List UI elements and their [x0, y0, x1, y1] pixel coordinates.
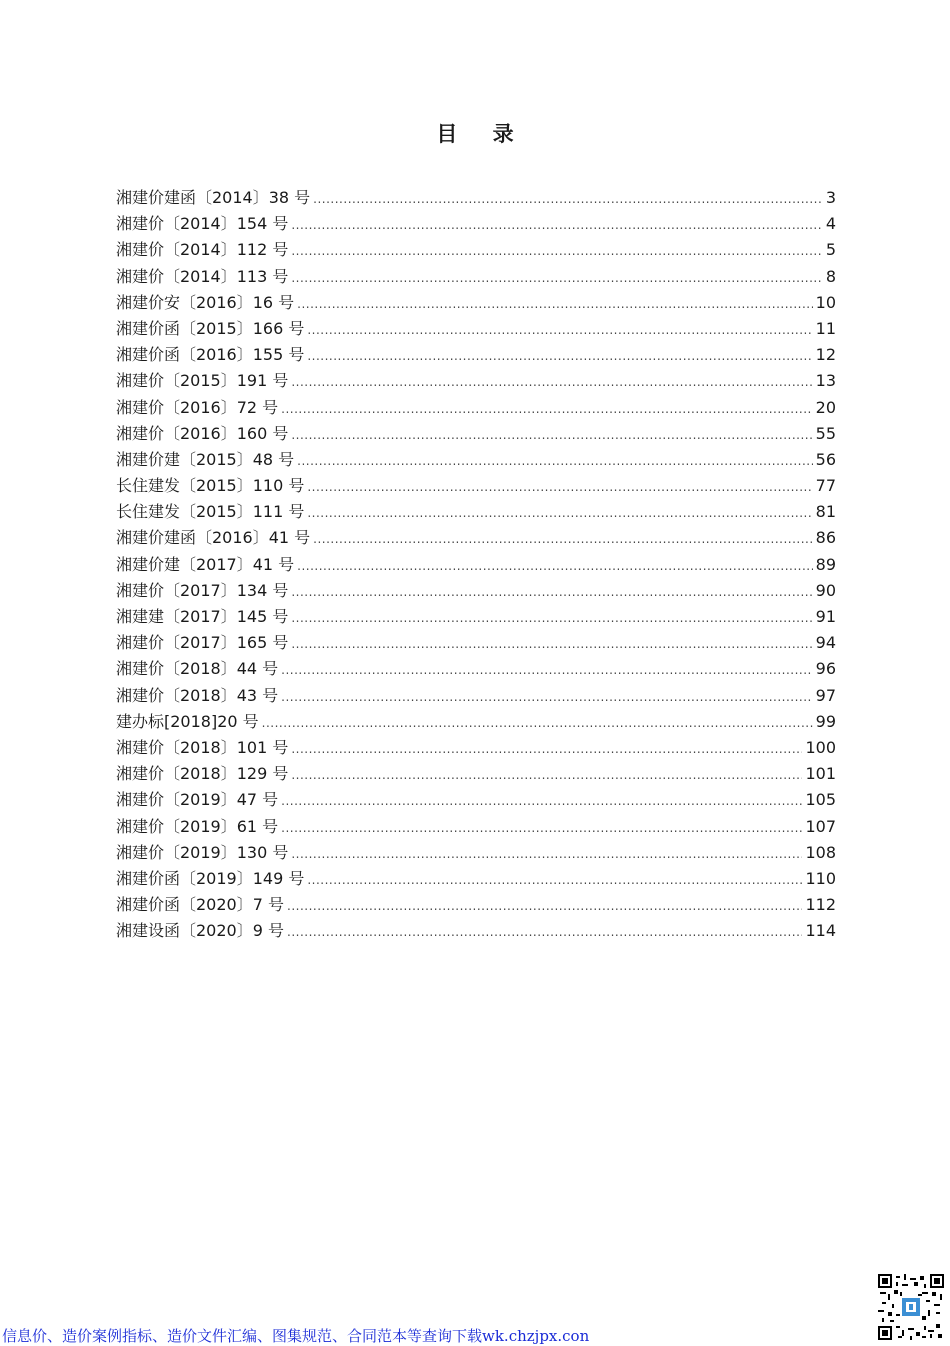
toc-dot-leader	[281, 396, 812, 422]
toc-dot-leader	[307, 343, 812, 369]
toc-entry[interactable]	[116, 840, 836, 866]
toc-entry-title: 湘建价〔2016〕72 号	[116, 397, 279, 417]
toc-entry-title: 湘建价建〔2017〕41 号	[116, 554, 295, 574]
toc-entry[interactable]	[116, 656, 836, 682]
toc-entry-title: 湘建价〔2018〕129 号	[116, 764, 289, 784]
toc-dot-leader	[291, 605, 812, 631]
toc-entry-page: 4	[825, 214, 836, 234]
toc-entry-title: 湘建价〔2014〕154 号	[116, 214, 289, 234]
toc-entry-title: 建办标[2018]20 号	[116, 711, 259, 731]
toc-entry-title: 湘建价〔2014〕112 号	[116, 240, 289, 260]
toc-entry-title: 湘建价〔2018〕101 号	[116, 737, 289, 757]
toc-entry-title: 湘建价〔2018〕43 号	[116, 685, 279, 705]
toc-entry[interactable]	[116, 552, 836, 578]
toc-entry[interactable]	[116, 787, 836, 813]
toc-entry-title: 湘建价函〔2020〕7 号	[116, 895, 284, 915]
toc-dot-leader	[262, 710, 813, 736]
toc-entry-page: 55	[815, 423, 836, 443]
toc-entry-page: 5	[825, 240, 836, 260]
toc-entry-title: 湘建价函〔2016〕155 号	[116, 345, 305, 365]
toc-entry-title: 长住建发〔2015〕111 号	[116, 502, 305, 522]
qr-code-icon	[878, 1274, 944, 1340]
toc-dot-leader	[291, 631, 812, 657]
toc-entry-title: 湘建建〔2017〕145 号	[116, 607, 289, 626]
toc-dot-leader	[291, 422, 812, 448]
toc-entry-title: 湘建设函〔2020〕9 号	[116, 921, 284, 941]
toc-entry-page: 11	[815, 318, 836, 338]
toc-entry[interactable]	[116, 525, 836, 551]
toc-entry-page: 101	[805, 764, 836, 784]
toc-entry[interactable]	[116, 814, 836, 840]
table-of-contents	[116, 185, 836, 944]
toc-entry[interactable]	[116, 395, 836, 421]
toc-entry-title: 湘建价函〔2019〕149 号	[116, 868, 305, 888]
toc-dot-leader	[291, 369, 812, 395]
toc-entry[interactable]	[116, 630, 836, 656]
toc-entry-page: 105	[805, 790, 836, 810]
toc-entry-page: 96	[815, 659, 836, 679]
toc-entry[interactable]	[116, 892, 836, 918]
toc-dot-leader	[287, 893, 802, 919]
toc-entry-page: 110	[805, 868, 836, 888]
toc-dot-leader	[307, 500, 812, 526]
toc-entry[interactable]	[116, 290, 836, 316]
toc-entry-title: 长住建发〔2015〕110 号	[116, 476, 305, 496]
toc-entry-page: 100	[805, 737, 836, 757]
toc-entry-title: 湘建价〔2019〕61 号	[116, 816, 279, 836]
toc-dot-leader	[281, 815, 802, 841]
toc-entry-page: 114	[805, 921, 836, 941]
toc-entry-title: 湘建价〔2014〕113 号	[116, 266, 289, 286]
toc-entry-title: 湘建价建〔2015〕48 号	[116, 449, 295, 469]
toc-dot-leader	[281, 684, 812, 710]
toc-dot-leader	[291, 579, 812, 605]
toc-entry[interactable]	[116, 237, 836, 263]
toc-entry-page: 86	[815, 528, 836, 548]
toc-entry-page: 107	[805, 816, 836, 836]
toc-entry[interactable]	[116, 918, 836, 944]
toc-dot-leader	[291, 736, 802, 762]
toc-dot-leader	[291, 212, 822, 238]
toc-dot-leader	[307, 867, 802, 893]
toc-entry-title: 湘建价安〔2016〕16 号	[116, 292, 295, 312]
toc-entry[interactable]	[116, 709, 836, 735]
toc-entry[interactable]	[116, 185, 836, 211]
toc-entry[interactable]	[116, 316, 836, 342]
toc-entry-title: 湘建价建函〔2014〕38 号	[116, 188, 311, 207]
toc-entry[interactable]	[116, 866, 836, 892]
toc-entry-page: 90	[815, 580, 836, 600]
toc-dot-leader	[307, 317, 812, 343]
toc-entry-page: 3	[825, 188, 836, 207]
page-title: 目 录	[436, 122, 528, 146]
toc-entry-page: 112	[805, 895, 836, 915]
toc-entry-page: 77	[815, 476, 836, 496]
toc-dot-leader	[281, 788, 802, 814]
toc-entry-page: 56	[815, 449, 836, 469]
toc-dot-leader	[297, 448, 812, 474]
toc-entry-title: 湘建价〔2019〕47 号	[116, 790, 279, 810]
toc-entry[interactable]	[116, 368, 836, 394]
toc-entry-page: 94	[815, 633, 836, 653]
toc-entry-page: 8	[825, 266, 836, 286]
toc-entry-page: 20	[815, 397, 836, 417]
toc-dot-leader	[313, 526, 812, 552]
toc-entry[interactable]	[116, 761, 836, 787]
toc-entry[interactable]	[116, 499, 836, 525]
toc-entry[interactable]	[116, 735, 836, 761]
toc-entry[interactable]	[116, 604, 836, 630]
toc-dot-leader	[291, 841, 802, 867]
toc-entry[interactable]	[116, 473, 836, 499]
toc-dot-leader	[291, 762, 802, 788]
toc-entry-title: 湘建价〔2015〕191 号	[116, 371, 289, 391]
toc-entry[interactable]	[116, 264, 836, 290]
toc-entry-page: 99	[815, 711, 836, 731]
toc-entry-title: 湘建价建函〔2016〕41 号	[116, 528, 311, 548]
toc-entry-title: 湘建价〔2017〕165 号	[116, 633, 289, 653]
toc-entry-page: 89	[815, 554, 836, 574]
toc-entry-page: 91	[815, 607, 836, 626]
toc-entry-title: 湘建价〔2017〕134 号	[116, 580, 289, 600]
toc-entry-page: 108	[805, 842, 836, 862]
toc-entry-page: 81	[815, 502, 836, 522]
toc-entry-title: 湘建价〔2019〕130 号	[116, 842, 289, 862]
toc-entry-title: 湘建价函〔2015〕166 号	[116, 318, 305, 338]
toc-entry-page: 10	[815, 292, 836, 312]
toc-entry-page: 13	[815, 371, 836, 391]
toc-dot-leader	[307, 474, 812, 500]
toc-dot-leader	[291, 265, 822, 291]
toc-entry-page: 12	[815, 345, 836, 365]
footer-link[interactable]: 信息价、造价案例指标、造价文件汇编、图集规范、合同范本等查询下载wk.chzjpx.con	[2, 1327, 590, 1345]
toc-dot-leader	[281, 657, 812, 683]
toc-entry-title: 湘建价〔2016〕160 号	[116, 423, 289, 443]
toc-dot-leader	[291, 238, 822, 264]
toc-dot-leader	[287, 919, 802, 945]
toc-dot-leader	[297, 553, 812, 579]
toc-entry-page: 97	[815, 685, 836, 705]
toc-dot-leader	[297, 291, 812, 317]
toc-entry[interactable]	[116, 342, 836, 368]
toc-entry-title: 湘建价〔2018〕44 号	[116, 659, 279, 679]
toc-dot-leader	[313, 186, 823, 212]
toc-entry[interactable]	[116, 578, 836, 604]
toc-entry[interactable]	[116, 447, 836, 473]
toc-entry[interactable]	[116, 421, 836, 447]
toc-entry[interactable]	[116, 211, 836, 237]
toc-entry[interactable]	[116, 683, 836, 709]
